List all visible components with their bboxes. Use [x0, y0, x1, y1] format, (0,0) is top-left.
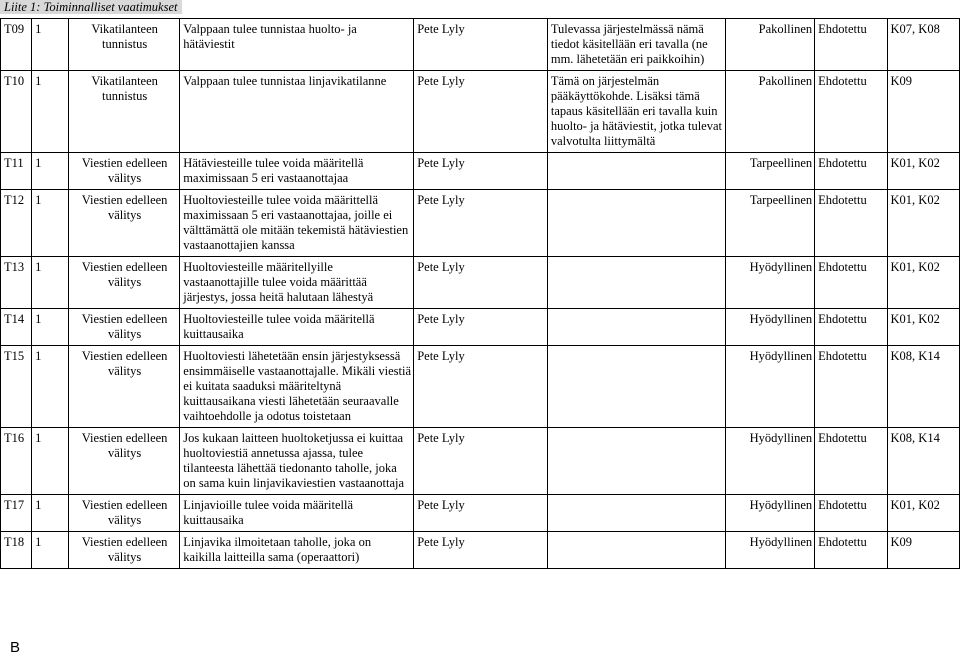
requirement-status: Ehdotettu — [815, 532, 887, 569]
requirement-note — [547, 190, 725, 257]
table-row — [1, 495, 960, 532]
requirement-description: Valppaan tulee tunnistaa linjavikatilanne — [180, 71, 414, 153]
requirement-version: 1 — [32, 309, 69, 346]
requirement-version: 1 — [32, 532, 69, 569]
requirement-id: T13 — [1, 257, 32, 309]
requirement-priority: Hyödyllinen — [726, 309, 815, 346]
table-row — [1, 153, 960, 190]
requirement-status: Ehdotettu — [815, 153, 887, 190]
requirement-refs: K07, K08 — [887, 19, 959, 71]
requirements-table — [0, 18, 960, 569]
requirement-source: Viestien edelleen välitys — [68, 309, 179, 346]
requirement-source: Viestien edelleen välitys — [68, 153, 179, 190]
requirement-refs: K08, K14 — [887, 428, 959, 495]
requirement-refs: K08, K14 — [887, 346, 959, 428]
requirement-source: Viestien edelleen välitys — [68, 532, 179, 569]
requirement-description: Huoltoviesti lähetetään ensin järjestyksessä ensimmäiselle vastaanottajalle. Mikäli viestiä ei kuitata saaduksi määriteltynä kuittausaikana viesti lähetetään seuraavalle vaihtoehdolle ja odotus toistetaan — [180, 346, 414, 428]
requirement-id: T14 — [1, 309, 32, 346]
requirement-refs: K09 — [887, 532, 959, 569]
requirement-description: Valppaan tulee tunnistaa huolto- ja hätäviestit — [180, 19, 414, 71]
requirement-priority: Pakollinen — [726, 71, 815, 153]
requirement-refs: K01, K02 — [887, 257, 959, 309]
requirement-version: 1 — [32, 19, 69, 71]
requirement-priority: Hyödyllinen — [726, 495, 815, 532]
requirement-source: Vikatilanteen tunnistus — [68, 19, 179, 71]
requirement-owner: Pete Lyly — [414, 309, 548, 346]
requirement-owner: Pete Lyly — [414, 153, 548, 190]
requirement-owner: Pete Lyly — [414, 495, 548, 532]
requirement-version: 1 — [32, 71, 69, 153]
requirement-id: T17 — [1, 495, 32, 532]
requirement-refs: K01, K02 — [887, 190, 959, 257]
table-row — [1, 19, 960, 71]
table-row — [1, 309, 960, 346]
requirement-refs: K09 — [887, 71, 959, 153]
requirement-version: 1 — [32, 495, 69, 532]
requirement-priority: Pakollinen — [726, 19, 815, 71]
requirement-note — [547, 495, 725, 532]
requirement-id: T16 — [1, 428, 32, 495]
requirement-status: Ehdotettu — [815, 71, 887, 153]
requirement-id: T09 — [1, 19, 32, 71]
requirement-priority: Hyödyllinen — [726, 257, 815, 309]
requirement-description: Huoltoviesteille määritellyille vastaanottajille tulee voida määrittää järjestys, jossa heitä halutaan lähestyä — [180, 257, 414, 309]
requirement-note — [547, 532, 725, 569]
requirement-source: Viestien edelleen välitys — [68, 495, 179, 532]
requirement-id: T18 — [1, 532, 32, 569]
requirement-priority: Hyödyllinen — [726, 532, 815, 569]
requirement-note — [547, 153, 725, 190]
requirement-status: Ehdotettu — [815, 428, 887, 495]
requirement-status: Ehdotettu — [815, 257, 887, 309]
requirement-id: T12 — [1, 190, 32, 257]
requirement-owner: Pete Lyly — [414, 190, 548, 257]
requirement-status: Ehdotettu — [815, 495, 887, 532]
requirement-version: 1 — [32, 153, 69, 190]
requirement-refs: K01, K02 — [887, 495, 959, 532]
requirement-note: Tulevassa järjestelmässä nämä tiedot käsitellään eri tavalla (ne mm. lähetetään eri paikkoihin) — [547, 19, 725, 71]
appendix-caption: Liite 1: Toiminnalliset vaatimukset — [0, 0, 182, 14]
requirement-id: T15 — [1, 346, 32, 428]
requirement-version: 1 — [32, 190, 69, 257]
requirement-note: Tämä on järjestelmän pääkäyttökohde. Lisäksi tämä tapaus käsitellään eri tavalla kuin huolto- ja hätäviestit, jotka tulevat valvotulta liittymältä — [547, 71, 725, 153]
requirement-source: Vikatilanteen tunnistus — [68, 71, 179, 153]
table-row — [1, 71, 960, 153]
requirement-description: Linjavioille tulee voida määritellä kuittausaika — [180, 495, 414, 532]
requirement-status: Ehdotettu — [815, 309, 887, 346]
requirement-owner: Pete Lyly — [414, 532, 548, 569]
requirement-description: Huoltoviesteille tulee voida määrittellä maximissaan 5 eri vastaanottajaa, joille ei välttämättä ole mitään tekemistä hätäviestien vastaanottajien kanssa — [180, 190, 414, 257]
table-row — [1, 346, 960, 428]
requirement-owner: Pete Lyly — [414, 346, 548, 428]
requirement-status: Ehdotettu — [815, 346, 887, 428]
requirement-note — [547, 257, 725, 309]
requirement-id: T10 — [1, 71, 32, 153]
requirement-owner: Pete Lyly — [414, 257, 548, 309]
requirement-priority: Hyödyllinen — [726, 428, 815, 495]
requirement-description: Hätäviesteille tulee voida määritellä maximissaan 5 eri vastaanottajaa — [180, 153, 414, 190]
requirement-note — [547, 428, 725, 495]
requirement-refs: K01, K02 — [887, 153, 959, 190]
requirement-id: T11 — [1, 153, 32, 190]
table-row — [1, 190, 960, 257]
requirement-description: Huoltoviesteille tulee voida määritellä kuittausaika — [180, 309, 414, 346]
requirement-version: 1 — [32, 428, 69, 495]
requirement-owner: Pete Lyly — [414, 428, 548, 495]
table-row — [1, 532, 960, 569]
requirement-owner: Pete Lyly — [414, 71, 548, 153]
requirement-status: Ehdotettu — [815, 19, 887, 71]
requirement-priority: Tarpeellinen — [726, 190, 815, 257]
requirement-note — [547, 309, 725, 346]
requirement-priority: Tarpeellinen — [726, 153, 815, 190]
requirement-source: Viestien edelleen välitys — [68, 257, 179, 309]
requirement-owner: Pete Lyly — [414, 19, 548, 71]
table-row — [1, 257, 960, 309]
requirement-description: Jos kukaan laitteen huoltoketjussa ei kuittaa huoltoviestiä annetussa ajassa, tulee tilanteesta lähettää tiedonanto taholle, joka on sama kuin linjavikaviestien vastaanottaja — [180, 428, 414, 495]
requirement-source: Viestien edelleen välitys — [68, 428, 179, 495]
requirement-version: 1 — [32, 346, 69, 428]
requirement-version: 1 — [32, 257, 69, 309]
requirement-refs: K01, K02 — [887, 309, 959, 346]
requirement-description: Linjavika ilmoitetaan taholle, joka on kaikilla laitteilla sama (operaattori) — [180, 532, 414, 569]
page-mark: B — [10, 639, 21, 656]
requirement-note — [547, 346, 725, 428]
table-row — [1, 428, 960, 495]
requirement-source: Viestien edelleen välitys — [68, 346, 179, 428]
requirement-priority: Hyödyllinen — [726, 346, 815, 428]
requirement-source: Viestien edelleen välitys — [68, 190, 179, 257]
requirement-status: Ehdotettu — [815, 190, 887, 257]
